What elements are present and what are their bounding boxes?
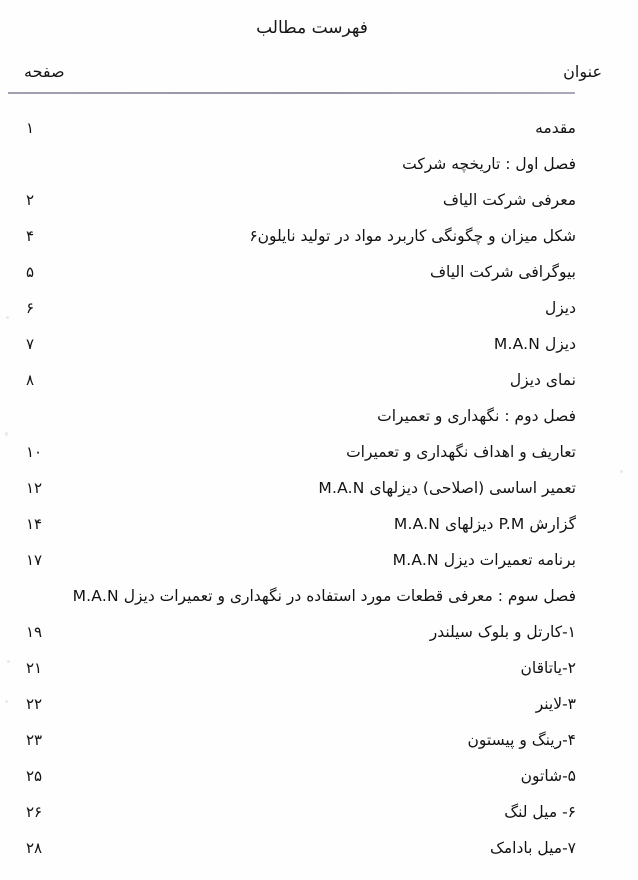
toc-entry[interactable] <box>0 110 638 146</box>
toc-entry[interactable] <box>0 218 638 254</box>
toc-entry[interactable] <box>0 830 638 866</box>
toc-entry-label: ۴-رینگ و پیستون <box>467 731 576 749</box>
dot-leader <box>52 839 488 849</box>
toc-chapter-row <box>0 398 638 434</box>
toc-entry-page-number: ۲۶ <box>26 803 43 821</box>
toc-entry-row <box>0 614 638 650</box>
toc-entry-label: ۱-کارتل و بلوک سیلندر <box>429 623 576 641</box>
toc-entry-page-number: ۸ <box>26 371 35 389</box>
toc-entry[interactable] <box>0 470 638 506</box>
toc-entry-page-number: ۱۲ <box>26 479 43 497</box>
dot-leader <box>52 299 543 309</box>
toc-entry[interactable] <box>0 794 638 830</box>
toc-entry-label: برنامه تعمیرات دیزل M.A.N <box>392 551 576 569</box>
toc-entry-page-number: ۲۳ <box>26 731 43 749</box>
toc-entry[interactable] <box>0 290 638 326</box>
toc-entry-page-number: ۲۲ <box>26 695 43 713</box>
toc-entry-row <box>0 506 638 542</box>
toc-entry-row <box>0 290 638 326</box>
dot-leader <box>52 767 519 777</box>
toc-entry-row <box>0 794 638 830</box>
column-header-title: عنوان <box>563 62 602 81</box>
toc-entry-row <box>0 830 638 866</box>
dot-leader <box>52 479 316 489</box>
toc-entry-row <box>0 182 638 218</box>
dot-leader <box>52 731 466 741</box>
dot-leader <box>52 263 428 273</box>
dot-leader <box>52 371 508 381</box>
chapter-heading: فصل سوم : معرفی قطعات مورد استفاده در نگهداری و تعمیرات دیزل M.A.N <box>72 587 576 605</box>
toc-entry-page-number: ۱۴ <box>26 515 43 533</box>
toc-entry-row <box>0 326 638 362</box>
toc-entry[interactable] <box>0 362 638 398</box>
scan-speckle <box>6 316 9 319</box>
toc-entry-page-number: ۱ <box>26 119 35 137</box>
toc-entry[interactable] <box>0 614 638 650</box>
toc-entry[interactable] <box>0 434 638 470</box>
toc-entry-page-number: ۱۹ <box>26 623 43 641</box>
column-header-page: صفحه <box>24 62 65 81</box>
chapter-heading: فصل دوم : نگهداری و تعمیرات <box>377 407 576 425</box>
toc-entry-page-number: ۷ <box>26 335 35 353</box>
dot-leader <box>52 803 502 813</box>
toc-chapter-row <box>0 146 638 182</box>
toc-entry-row <box>0 722 638 758</box>
toc-entry-label: ۵-شاتون <box>520 767 576 785</box>
toc-entry-label: تعاریف و اهداف نگهداری و تعمیرات <box>346 443 576 461</box>
page-title: فهرست مطالب <box>256 18 368 38</box>
toc-entry-row <box>0 686 638 722</box>
toc-entry-page-number: ۲۱ <box>26 659 43 677</box>
toc-entry-label: ۶- میل لنگ <box>504 803 576 821</box>
scan-speckle <box>5 432 8 436</box>
toc-entry[interactable] <box>0 182 638 218</box>
toc-entry-page-number: ۵ <box>26 263 35 281</box>
dot-leader <box>52 191 441 201</box>
toc-entry-label: مقدمه <box>535 119 576 137</box>
toc-entry-row <box>0 362 638 398</box>
dot-leader <box>52 227 247 237</box>
dot-leader <box>52 119 533 129</box>
toc-entry[interactable] <box>0 686 638 722</box>
toc-entry[interactable] <box>0 650 638 686</box>
scan-speckle <box>620 470 623 473</box>
toc-entry-row <box>0 218 638 254</box>
dot-leader <box>52 443 344 453</box>
toc-entry-label: معرفی شرکت الیاف <box>442 191 576 209</box>
header-divider <box>8 92 575 94</box>
dot-leader <box>52 551 391 561</box>
chapter-heading: فصل اول : تاریخچه شرکت <box>402 155 576 173</box>
dot-leader <box>52 335 492 345</box>
toc-list <box>0 110 638 866</box>
toc-entry-label: دیزل <box>544 299 576 317</box>
toc-entry-page-number: ۲۸ <box>26 839 43 857</box>
toc-entry-row <box>0 434 638 470</box>
toc-entry-page-number: ۱۰ <box>26 443 43 461</box>
toc-entry[interactable] <box>0 722 638 758</box>
scan-speckle <box>7 660 10 663</box>
toc-entry-label: شکل میزان و چگونگی کاربرد مواد در تولید نایلون۶ <box>249 227 576 245</box>
toc-entry-row <box>0 470 638 506</box>
toc-entry-label: گزارش P.M دیزلهای M.A.N <box>393 515 576 533</box>
toc-entry[interactable] <box>0 542 638 578</box>
dot-leader <box>52 515 392 525</box>
toc-entry-page-number: ۶ <box>26 299 35 317</box>
toc-entry-page-number: ۲ <box>26 191 35 209</box>
toc-entry-row <box>0 542 638 578</box>
toc-entry-page-number: ۱۷ <box>26 551 43 569</box>
toc-entry-label: نمای دیزل <box>509 371 576 389</box>
toc-entry-row <box>0 110 638 146</box>
toc-entry[interactable] <box>0 506 638 542</box>
dot-leader <box>52 659 518 669</box>
toc-chapter-row <box>0 578 638 614</box>
toc-entry-label: ۲-یاتاقان <box>520 659 576 677</box>
toc-entry-label: بیوگرافی شرکت الیاف <box>429 263 576 281</box>
toc-entry-label: ۷-میل بادامک <box>490 839 576 857</box>
toc-entry-label: ۳-لاینر <box>535 695 576 713</box>
dot-leader <box>52 623 428 633</box>
toc-entry-row <box>0 650 638 686</box>
toc-entry-label: تعمیر اساسی (اصلاحی) دیزلهای M.A.N <box>318 479 576 497</box>
toc-entry[interactable] <box>0 254 638 290</box>
toc-entry-page-number: ۴ <box>26 227 35 245</box>
toc-entry-page-number: ۲۵ <box>26 767 43 785</box>
toc-entry[interactable] <box>0 326 638 362</box>
toc-entry-row <box>0 758 638 794</box>
toc-entry-label: دیزل M.A.N <box>493 335 576 353</box>
scan-speckle <box>5 700 8 703</box>
column-header-row <box>0 62 638 88</box>
toc-entry[interactable] <box>0 758 638 794</box>
dot-leader <box>52 695 534 705</box>
toc-entry-row <box>0 254 638 290</box>
